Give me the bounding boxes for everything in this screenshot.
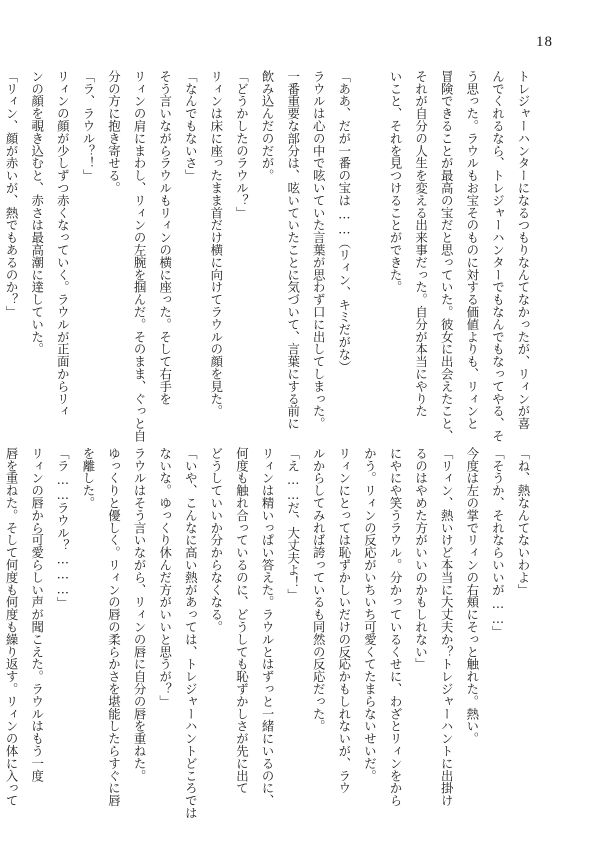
text-line: リィンの顔が少しずつ赤くなっていく。ラウルが正面からリィ bbox=[55, 70, 71, 418]
page-number: 18 bbox=[536, 34, 553, 50]
blank-line bbox=[357, 70, 383, 420]
text-line: 唇を重ねた。そして何度も何度も繰り返す。リィンの体に入って bbox=[4, 447, 20, 807]
text-line: 飲み込んだのだが。 bbox=[260, 70, 276, 182]
text-line: 一番重要な部分は、呟いていたことに気づいて、言葉にする前に bbox=[285, 70, 301, 430]
text-line: 「ラ、ラウル？！」 bbox=[80, 70, 96, 182]
text-line: 「そうか、それならいいが……」 bbox=[490, 447, 506, 639]
text-line: 「え……だ、大丈夫よ！」 bbox=[285, 447, 301, 601]
text-line: ルからしてみれば誇っているも同然の反応だった。 bbox=[311, 447, 327, 733]
text-line: ラウルはそう言いながら、リィンの唇に自分の唇を重ねた。 bbox=[132, 447, 148, 782]
text-line: リィンの肩にまわし、リィンの左腕を掴んだ。そのまま、ぐっと自 bbox=[132, 70, 148, 442]
text-line: るのはやめた方がいいのかもしれない」 bbox=[413, 447, 429, 671]
text-line: にやにや笑うラウル。分かっているくせに、わざとリィンをから bbox=[388, 447, 404, 807]
text-line: それが自分の人生を変える出来事だった。自分が本当にやりた bbox=[413, 70, 429, 418]
text-line: 「ね、熱なんてないわよ」 bbox=[516, 447, 531, 596]
text-line: リィンは床に座ったまま首だけ横に向けてラウルの顔を見た。 bbox=[208, 70, 224, 418]
text-line: ラウルは心の中で呟いていた言葉が思わず口に出してしまった。 bbox=[311, 70, 327, 430]
text-line: いこと、それを見つけることができた。 bbox=[388, 70, 404, 294]
text-line: リィンは精いっぱい答えた。ラウルとはずっと一緒にいるのに、 bbox=[260, 447, 276, 807]
text-line: 何度も触れ合っているのに、どうしても恥ずかしさが先に出て bbox=[234, 447, 250, 795]
text-line: ンの顔を覗き込むと、赤さは最高潮に達していた。 bbox=[29, 70, 45, 356]
text-line: を離した。 bbox=[80, 447, 96, 509]
text-line: う思った。ラウルもお宝そのものに対する価値よりも、リィンと bbox=[464, 70, 480, 430]
text-line: そう言いながらラウルもリィンの横に座った。そして右手を bbox=[157, 70, 173, 405]
top-text-block bbox=[4, 70, 536, 442]
text-line: 「どうかしたのラウル？」 bbox=[234, 70, 250, 219]
text-line: 今度は左の掌でリィンの右頬にそっと触れた。熱い。 bbox=[464, 447, 480, 745]
text-line: 「ラ……ラウル？………」 bbox=[55, 447, 71, 609]
text-line: リィンにとっては恥ずかしいだけの反応かもしれないが、ラウ bbox=[336, 447, 352, 795]
text-line: リィンの唇から可愛らしい声が聞こえた。ラウルはもう一度 bbox=[29, 447, 45, 782]
text-line: ないな。ゆっくり休んだ方がいいと思うが？」 bbox=[157, 447, 173, 708]
text-line: んでくれるなら、トレジャーハンターでもなんでもなってやる、そ bbox=[490, 70, 506, 442]
text-line: 「なんでもないさ」 bbox=[183, 70, 199, 182]
text-line: 「いや、こんなに高い熱があっては、トレジャーハントどころでは bbox=[183, 447, 199, 819]
text-line: 「ああ、だが一番の宝は……（リィン、キミだがな） bbox=[336, 70, 352, 373]
text-line: かう。リィンの反応がいちいち可愛くてたまらないせいだ。 bbox=[362, 447, 378, 782]
text-line: トレジャーハンターになるつもりなんてなかったが、リィンが喜 bbox=[516, 70, 531, 430]
text-line: 分の方に抱き寄せる。 bbox=[106, 70, 122, 194]
bottom-text-block bbox=[4, 447, 536, 819]
text-line: 「リィン、熱いけど本当に大丈夫か？トレジャーハントに出掛け bbox=[439, 447, 455, 807]
text-line: 冒険できることが最高の宝だと思っていた。彼女に出会えたこと、 bbox=[439, 70, 455, 442]
text-line: ゆっくりと優しく。リィンの唇の柔らかさを堪能したらすぐに唇 bbox=[106, 447, 122, 807]
text-line: どうしていいか分からなくなる。 bbox=[208, 447, 224, 633]
text-line: 「リィン、顔が赤いが、熱でもあるのか？」 bbox=[4, 70, 20, 318]
